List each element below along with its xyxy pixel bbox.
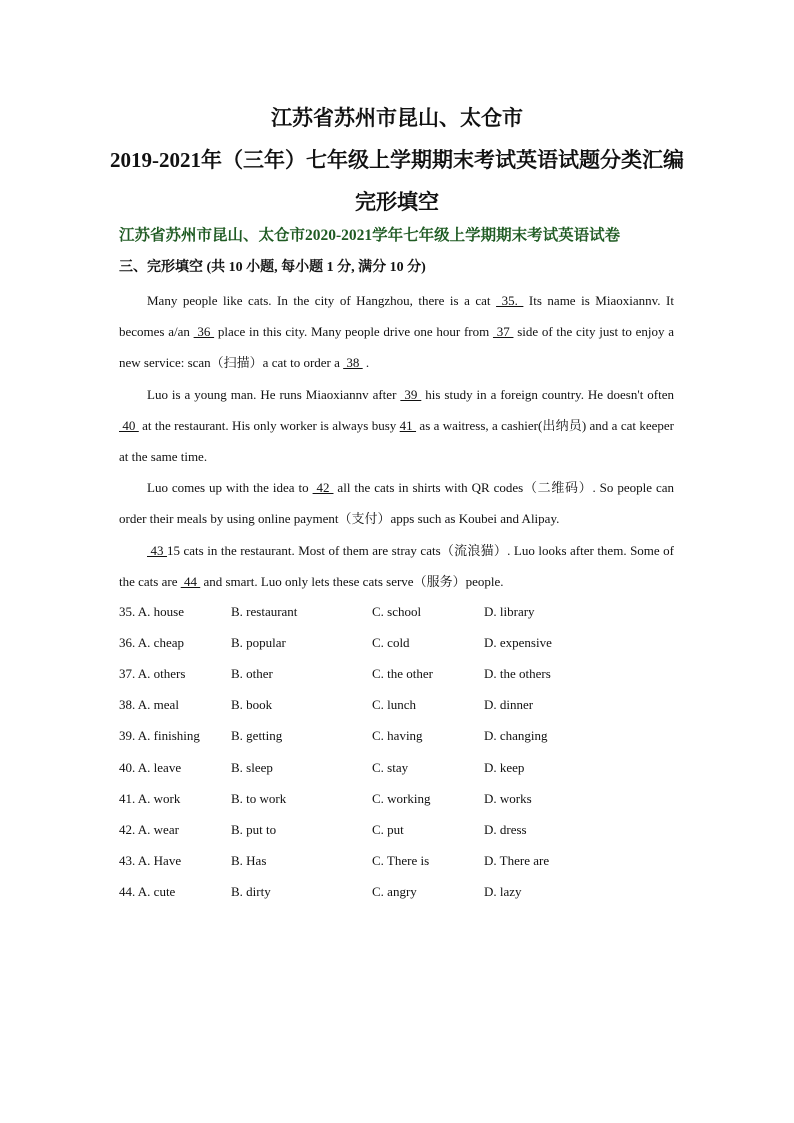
blank-42: 42 xyxy=(312,480,334,496)
option-b: B. sleep xyxy=(231,759,273,775)
option-c: C. lunch xyxy=(372,697,417,713)
option-d: D. There are xyxy=(484,853,550,869)
passage-paragraph xyxy=(119,379,674,473)
option-a: 39. A. finishing xyxy=(119,728,200,744)
passage-text: at the restaurant. His only worker is always busy xyxy=(138,417,400,433)
blank-44: 44 xyxy=(180,573,201,589)
title-line-3: 完形填空 xyxy=(355,190,439,214)
blank-36: 36 xyxy=(193,324,215,340)
option-a: 41. A. work xyxy=(119,790,181,806)
option-d: D. changing xyxy=(484,728,548,744)
option-c: C. the other xyxy=(372,665,434,681)
option-a: 44. A. cute xyxy=(119,884,176,900)
option-a: 37. A. others xyxy=(119,665,186,681)
blank-43: 43 xyxy=(147,542,168,558)
option-d: D. dinner xyxy=(484,697,534,713)
option-a: 40. A. leave xyxy=(119,759,182,775)
section-heading: 三、完形填空 (共 10 小题, 每小题 1 分, 满分 10 分) xyxy=(119,260,426,275)
answer-options xyxy=(119,596,679,908)
passage-text: as a waitress, a cashier(出纳员) and a cat keeper at the same time. xyxy=(119,417,675,465)
option-b: B. popular xyxy=(231,634,286,650)
passage-text: Its name is Miaoxiannv. It becomes a/an xyxy=(119,293,674,340)
blank-41: 41 xyxy=(399,417,417,433)
cloze-passage xyxy=(119,285,674,597)
passage-text: Luo comes up with the idea to xyxy=(147,480,313,496)
option-b: B. dirty xyxy=(231,884,271,900)
blank-35: 35. xyxy=(496,293,524,308)
passage-text: . xyxy=(362,355,370,371)
option-a: 42. A. wear xyxy=(119,821,179,837)
passage-text: all the cats in shirts with QR codes（二维码）. So people can order their meals by using online payment（支付）apps such as Koubei and Alipay. xyxy=(119,480,674,527)
passage-text: his study in a foreign country. He doesn't often xyxy=(421,386,674,402)
option-d: D. keep xyxy=(484,759,525,775)
option-d: D. lazy xyxy=(484,884,522,900)
option-d: D. expensive xyxy=(484,634,552,650)
passage-text: and smart. Luo only lets these cats serve（服务）people. xyxy=(200,573,504,589)
option-row-40 xyxy=(119,752,679,783)
option-row-43 xyxy=(119,846,679,877)
option-d: D. works xyxy=(484,790,532,806)
blank-38: 38 xyxy=(343,355,363,371)
option-b: B. restaurant xyxy=(231,603,298,619)
option-a: 36. A. cheap xyxy=(119,634,184,650)
option-c: C. angry xyxy=(372,884,417,900)
source-exam-title: 江苏省苏州市昆山、太仓市2020-2021学年七年级上学期期末考试英语试卷 xyxy=(119,227,621,244)
passage-text: place in this city. Many people drive one hour from xyxy=(214,324,493,340)
blank-37: 37 xyxy=(492,324,514,340)
option-row-37 xyxy=(119,658,679,689)
passage-paragraph xyxy=(119,285,674,379)
option-row-42 xyxy=(119,814,679,845)
option-c: C. There is xyxy=(372,853,430,869)
passage-paragraph xyxy=(119,535,674,597)
option-row-36 xyxy=(119,627,679,658)
option-a: 35. A. house xyxy=(119,603,184,619)
option-b: B. to work xyxy=(231,790,287,806)
option-a: 38. A. meal xyxy=(119,697,179,713)
option-c: C. school xyxy=(372,603,422,619)
option-b: B. book xyxy=(231,697,273,713)
option-b: B. put to xyxy=(231,821,277,837)
option-c: C. cold xyxy=(372,634,410,650)
passage-text: 15 cats in the restaurant. Most of them are stray cats（流浪猫）. Luo looks after them. Some of the cats are xyxy=(119,542,675,589)
option-b: B. Has xyxy=(231,853,267,869)
option-a: 43. A. Have xyxy=(119,853,182,869)
option-d: D. library xyxy=(484,603,535,619)
option-d: D. the others xyxy=(484,665,551,681)
title-line-1: 江苏省苏州市昆山、太仓市 xyxy=(271,106,523,130)
option-c: C. put xyxy=(372,821,404,837)
passage-text: side of the city just to enjoy a new service: scan（扫描）a cat to order a xyxy=(119,324,675,371)
option-c: C. stay xyxy=(372,759,409,775)
passage-text: Luo is a young man. He runs Miaoxiannv after xyxy=(147,386,401,402)
blank-40: 40 xyxy=(119,417,139,433)
option-row-41 xyxy=(119,783,679,814)
option-row-38 xyxy=(119,690,679,721)
option-d: D. dress xyxy=(484,821,527,837)
passage-paragraph xyxy=(119,472,674,534)
option-c: C. working xyxy=(372,790,431,806)
option-row-39 xyxy=(119,721,679,752)
option-b: B. getting xyxy=(231,728,283,744)
option-b: B. other xyxy=(231,665,273,681)
blank-39: 39 xyxy=(400,386,422,402)
option-row-44 xyxy=(119,877,679,908)
option-c: C. having xyxy=(372,728,423,744)
option-row-35 xyxy=(119,596,679,627)
passage-text: Many people like cats. In the city of Hangzhou, there is a cat xyxy=(147,293,497,308)
title-line-2: 2019-2021年（三年）七年级上学期期末考试英语试题分类汇编 xyxy=(110,148,684,172)
